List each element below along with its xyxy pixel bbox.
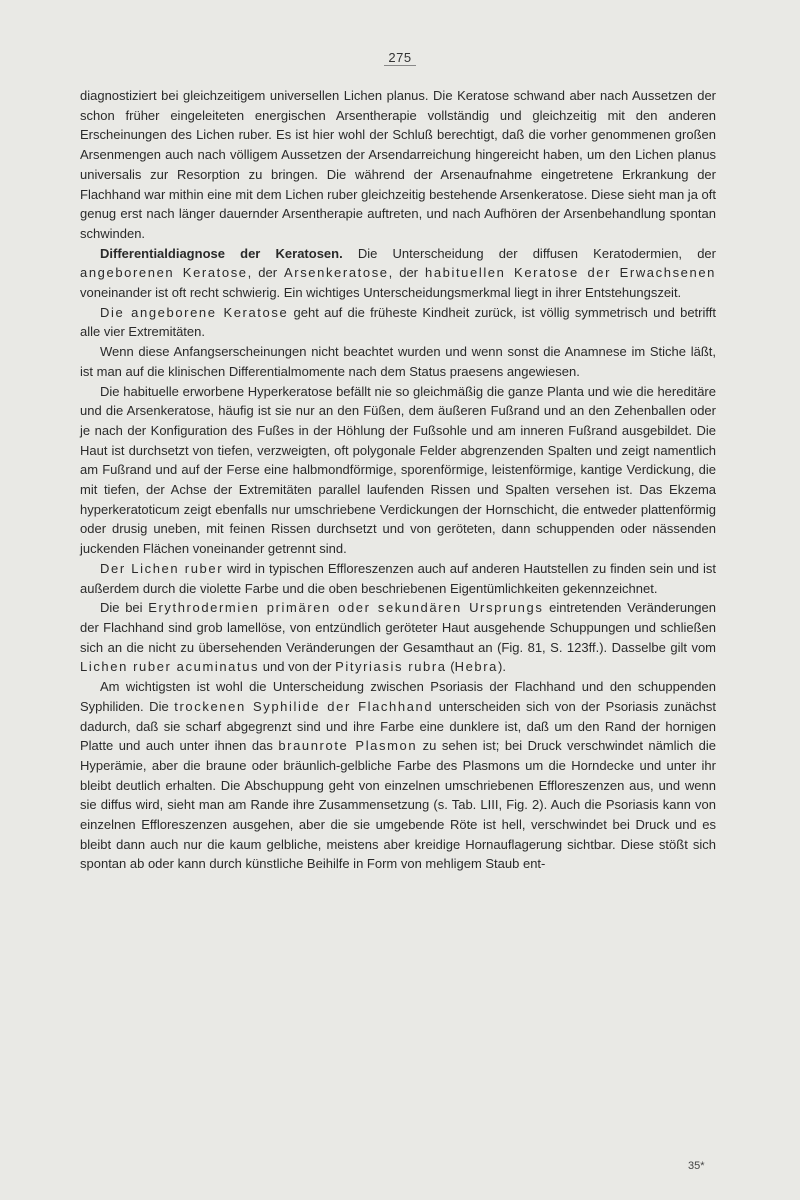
paragraph [80,244,716,303]
emphasis-spaced: Pityriasis rubra [335,659,447,675]
text-run: unterscheiden sich von der Psoriasis zunächst dadurch, daß sie scharf abgegrenzt sind und ihre Farbe eine dunklere ist, daß um den Rand der hornigen Platte und auch unter ihnen das [80,698,717,754]
text-run: diagnostiziert bei gleichzeitigem universellen Lichen planus. Die Keratose schwand aber nach Aussetzen der schon früher eingeleiteten energischen Arsentherapie vollständig und gleichzeitig mit den anderen Erscheinungen des Lichen ruber. Es ist hier wohl der Schluß berechtigt, daß die vorher genommenen großen Arsenmengen auch nach völligem Aussetzen der Arsendarreichung hingereicht haben, um den Lichen planus universalis zur Resorption zu bringen. Die während der Arsenaufnahme eingetretene Erkrankung der Flachhand war mithin eine mit dem Lichen ruber gleichzeitig bestehende Arsenkeratose. Diese sieht man ja oft genug erst nach länger dauernder Arsentherapie auftreten, und nach Aufhören der Arsenbehandlung spontan schwinden. [80,88,716,241]
paragraph [80,86,716,244]
emphasis-spaced: angeborenen Keratose [80,265,248,281]
emphasis-spaced: Erythrodermien primären oder sekundären Ursprungs [148,600,544,616]
text-run: und von der [259,659,336,675]
text-run: , der [247,265,284,281]
text-run: geht auf die früheste Kindheit zurück, ist völlig symmetrisch und betrifft alle vier Extremitäten. [80,304,716,340]
paragraph [80,382,716,559]
emphasis-spaced: Lichen ruber acuminatus [80,659,260,675]
emphasis-spaced: Die angeborene Keratose [100,304,289,320]
text-run: Die Unterscheidung der diffusen Keratodermien, der [342,245,716,261]
text-run: Die habituelle erworbene Hyperkeratose befällt nie so gleichmäßig die ganze Planta und wie die hereditäre und die Arsenkeratose, häufig ist sie nur an den Füßen, dem äußeren Fußrand und an den Zehenballen oder je nach der Konfiguration des Fußes in der Höhlung der Fußsohle und am inneren Fußrand ausgebildet. Die Haut ist durchsetzt von tiefen, verzweigten, oft polygonale Felder abgrenzenden Spalten und zeigt namentlich am Fußrand und auf der Ferse eine halbmondförmige, sporenförmige, leistenförmige, kantige Verdickung, die mit tiefen, der Achse der Extremitäten parallel laufenden Rissen und Spalten versehen ist. Das Ekzema hyperkeratoticum zeigt ebenfalls nur umschriebene Verdickungen der Hornschicht, die entweder plattenförmig oder drusig uneben, mit feinen Rissen durchsetzt und von geröteten, dann schuppenden oder nässenden juckenden Flächen voneinander getrennt sind. [80,383,716,557]
text-run: Die bei [100,600,149,616]
emphasis-spaced: Arsenkeratose [284,265,389,281]
emphasis-spaced: braunrote Plasmon [278,738,418,754]
paragraph [80,598,716,677]
emphasis-spaced: trockenen Syphilide der Flachhand [174,698,434,714]
signature-mark: 35* [688,1160,705,1172]
text-run: Wenn diese Anfangserscheinungen nicht beachtet wurden und wenn sonst die Anamnese im Stiche läßt, ist man auf die klinischen Differentialmomente nach dem Status praesens angewiesen. [80,344,716,379]
text-run: ). [498,659,506,675]
emphasis-spaced: Der Lichen ruber [100,560,224,576]
paragraph [80,342,716,381]
text-run: , der [388,265,425,281]
paragraph [80,559,716,598]
text-run: wird in typischen Effloreszenzen auch auf anderen Hautstellen zu finden sein und ist außerdem durch die violette Farbe und die oben beschriebenen Eigentümlichkeiten gekennzeichnet. [80,560,716,596]
text-run: voneinander ist oft recht schwierig. Ein wichtiges Unterscheidungsmerkmal liegt in ihrer Entstehungszeit. [80,285,682,301]
emphasis-bold: Differentialdiagnose der Keratosen. [100,245,343,261]
page-number: 275 [0,50,800,65]
emphasis-spaced: Hebra [454,659,499,675]
paragraph [80,303,716,342]
body-text [80,86,716,874]
text-run: zu sehen ist; bei Druck verschwindet nämlich die Hyperämie, aber die braune oder bräunlich-gelbliche Farbe des Plasmons um die Horndecke und unter ihr bleibt deutlich erhalten. Die Abschuppung geht von einzelnen umschriebenen Effloreszenzen aus, und wenn sie diffus wird, sieht man am Rande ihre Zusammensetzung (s. Tab. LIII, Fig. 2). Auch die Psoriasis kann von einzelnen Effloreszenzen ausgehen, aber die sie umgebende Röte ist hell, verschwindet bei Druck und es bleibt dann auch nur die kaum gelbliche, meistens aber kreidige Hornauflagerung sichtbar. Diese stößt sich spontan ab oder kann durch künstliche Beihilfe in Form von mehligem Staub ent- [80,738,716,872]
emphasis-spaced: habituellen Keratose der Erwachsenen [424,265,716,281]
paragraph [80,677,716,874]
text-run: eintretenden Veränderungen der Flachhand sind grob lamellöse, von entzündlich geröteter Haut ausgehende Schuppungen und schließen sich an die nicht zu übersehenden Veränderungen der Gesamthaut an (Fig. 81, S. 123ff.). Dasselbe gilt vom [80,600,716,655]
text-run: Am wichtigsten ist wohl die Unterscheidung zwischen Psoriasis der Flachhand und den schuppenden Syphiliden. Die [80,679,716,714]
text-run: ( [446,659,455,675]
